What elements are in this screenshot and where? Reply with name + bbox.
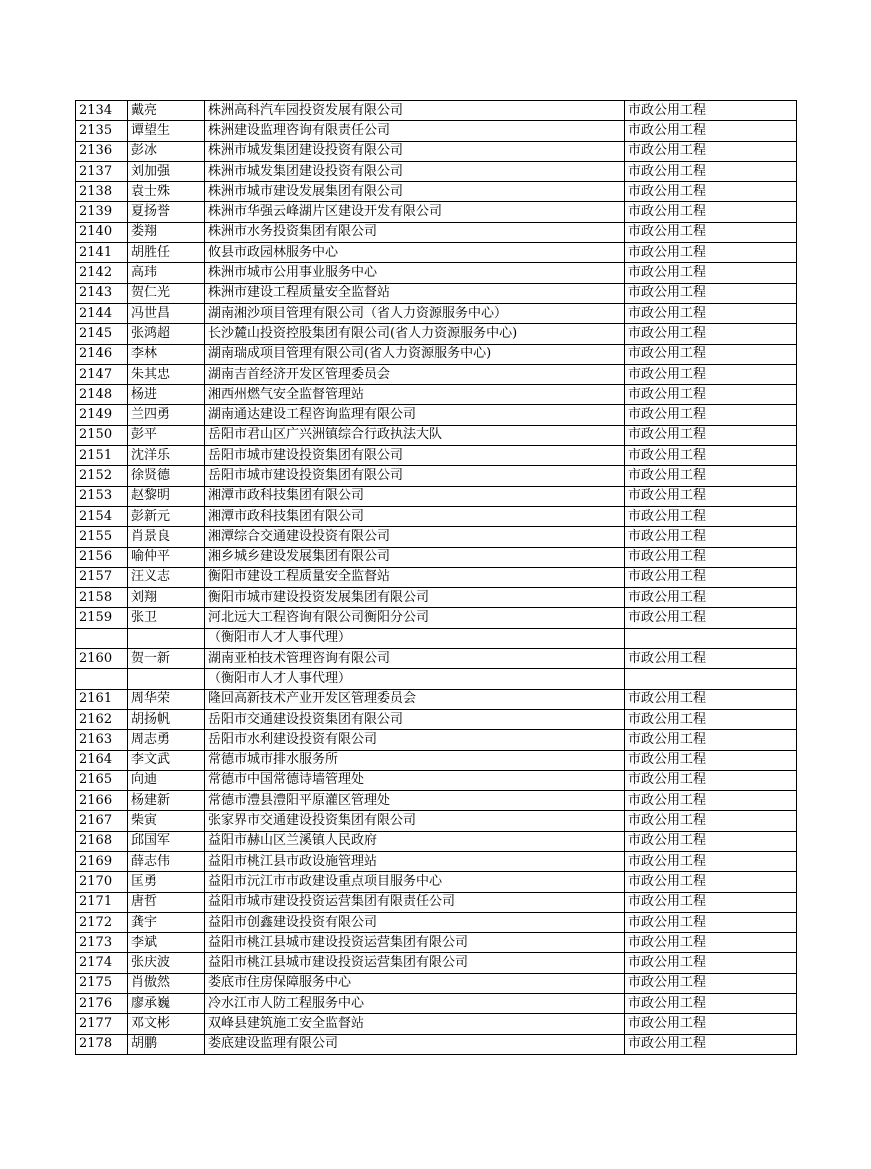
table-row <box>76 912 797 932</box>
serial-number-cell: 2165 <box>76 770 128 790</box>
person-name-cell: 彭冰 <box>128 141 205 161</box>
work-unit-cell: 株洲市水务投资集团有限公司 <box>205 222 625 242</box>
work-unit-cell: 湘潭综合交通建设投资有限公司 <box>205 527 625 547</box>
table-row <box>76 263 797 283</box>
person-name-cell: 向迪 <box>128 770 205 790</box>
person-name-cell: 胡鹏 <box>128 1034 205 1054</box>
serial-number-cell: 2134 <box>76 101 128 121</box>
serial-number-cell: 2174 <box>76 953 128 973</box>
specialty-cell: 市政公用工程 <box>625 202 797 222</box>
work-unit-cell: 株洲市城市公用事业服务中心 <box>205 263 625 283</box>
specialty-cell: 市政公用工程 <box>625 953 797 973</box>
person-name-cell: 刘加强 <box>128 161 205 181</box>
table-row <box>76 588 797 608</box>
work-unit-cell: 岳阳市君山区广兴洲镇综合行政执法大队 <box>205 425 625 445</box>
work-unit-cell: 衡阳市建设工程质量安全监督站 <box>205 567 625 587</box>
table-row <box>76 466 797 486</box>
table-row <box>76 730 797 750</box>
serial-number-cell: 2168 <box>76 831 128 851</box>
work-unit-cell: 常德市城市排水服务所 <box>205 750 625 770</box>
serial-number-cell: 2147 <box>76 364 128 384</box>
work-unit-cell: 益阳市沅江市市政建设重点项目服务中心 <box>205 872 625 892</box>
person-name-cell: 周华荣 <box>128 689 205 709</box>
work-unit-cell: 株洲建设监理咨询有限责任公司 <box>205 121 625 141</box>
serial-number-cell: 2156 <box>76 547 128 567</box>
specialty-cell: 市政公用工程 <box>625 709 797 729</box>
specialty-cell: 市政公用工程 <box>625 649 797 669</box>
person-name-cell: 邱国军 <box>128 831 205 851</box>
person-name-cell: 汪义志 <box>128 567 205 587</box>
specialty-cell: 市政公用工程 <box>625 912 797 932</box>
work-unit-cell: 冷水江市人防工程服务中心 <box>205 994 625 1014</box>
specialty-cell: 市政公用工程 <box>625 182 797 202</box>
work-unit-cell: 株洲市华强云峰湖片区建设开发有限公司 <box>205 202 625 222</box>
person-name-cell: 廖承巍 <box>128 994 205 1014</box>
person-name-cell: 彭新元 <box>128 506 205 526</box>
specialty-cell: 市政公用工程 <box>625 506 797 526</box>
table-row <box>76 831 797 851</box>
specialty-cell: 市政公用工程 <box>625 121 797 141</box>
serial-number-cell: 2161 <box>76 689 128 709</box>
table-row <box>76 385 797 405</box>
specialty-cell <box>625 628 797 648</box>
person-name-cell: 徐贤德 <box>128 466 205 486</box>
serial-number-cell: 2137 <box>76 161 128 181</box>
person-name-cell: 袁士殊 <box>128 182 205 202</box>
specialty-cell: 市政公用工程 <box>625 933 797 953</box>
table-row <box>76 405 797 425</box>
serial-number-cell: 2177 <box>76 1014 128 1034</box>
work-unit-cell: 益阳市创鑫建设投资有限公司 <box>205 912 625 932</box>
table-row <box>76 283 797 303</box>
work-unit-cell: 岳阳市城市建设投资集团有限公司 <box>205 446 625 466</box>
person-name-cell: 胡胜任 <box>128 243 205 263</box>
specialty-cell: 市政公用工程 <box>625 750 797 770</box>
work-unit-cell: 益阳市赫山区兰溪镇人民政府 <box>205 831 625 851</box>
serial-number-cell: 2172 <box>76 912 128 932</box>
specialty-cell: 市政公用工程 <box>625 303 797 323</box>
work-unit-cell: 湖南通达建设工程咨询监理有限公司 <box>205 405 625 425</box>
table-row <box>76 851 797 871</box>
serial-number-cell: 2173 <box>76 933 128 953</box>
person-name-cell: 贺仁光 <box>128 283 205 303</box>
serial-number-cell: 2146 <box>76 344 128 364</box>
specialty-cell: 市政公用工程 <box>625 466 797 486</box>
specialty-cell: 市政公用工程 <box>625 892 797 912</box>
table-row <box>76 182 797 202</box>
specialty-cell: 市政公用工程 <box>625 263 797 283</box>
person-name-cell: 张鸿超 <box>128 324 205 344</box>
person-name-cell: 沈洋乐 <box>128 446 205 466</box>
table-row <box>76 669 797 689</box>
serial-number-cell: 2142 <box>76 263 128 283</box>
work-unit-cell: 湖南亚柏技术管理咨询有限公司 <box>205 649 625 669</box>
table-row <box>76 892 797 912</box>
table-row <box>76 973 797 993</box>
specialty-cell: 市政公用工程 <box>625 486 797 506</box>
table-row <box>76 709 797 729</box>
person-name-cell: 龚宇 <box>128 912 205 932</box>
person-name-cell: 周志勇 <box>128 730 205 750</box>
table-row <box>76 243 797 263</box>
serial-number-cell: 2135 <box>76 121 128 141</box>
specialty-cell: 市政公用工程 <box>625 567 797 587</box>
person-name-cell: 高玮 <box>128 263 205 283</box>
person-name-cell: 谭望生 <box>128 121 205 141</box>
serial-number-cell: 2136 <box>76 141 128 161</box>
person-name-cell: 夏扬誉 <box>128 202 205 222</box>
specialty-cell: 市政公用工程 <box>625 1034 797 1054</box>
serial-number-cell: 2160 <box>76 649 128 669</box>
specialty-cell: 市政公用工程 <box>625 385 797 405</box>
specialty-cell: 市政公用工程 <box>625 324 797 344</box>
person-name-cell: 薛志伟 <box>128 851 205 871</box>
table-row <box>76 141 797 161</box>
serial-number-cell: 2144 <box>76 303 128 323</box>
work-unit-cell: 岳阳市水利建设投资有限公司 <box>205 730 625 750</box>
person-name-cell: 胡扬帆 <box>128 709 205 729</box>
table-row <box>76 324 797 344</box>
specialty-cell: 市政公用工程 <box>625 547 797 567</box>
person-name-cell: 肖傲然 <box>128 973 205 993</box>
serial-number-cell: 2170 <box>76 872 128 892</box>
person-name-cell: 李斌 <box>128 933 205 953</box>
work-unit-cell: 株洲市城发集团建设投资有限公司 <box>205 161 625 181</box>
person-name-cell: 戴亮 <box>128 101 205 121</box>
serial-number-cell: 2140 <box>76 222 128 242</box>
specialty-cell: 市政公用工程 <box>625 405 797 425</box>
work-unit-cell: 衡阳市城市建设投资发展集团有限公司 <box>205 588 625 608</box>
specialty-cell: 市政公用工程 <box>625 364 797 384</box>
work-unit-cell: 双峰县建筑施工安全监督站 <box>205 1014 625 1034</box>
specialty-cell: 市政公用工程 <box>625 141 797 161</box>
work-unit-cell: 娄底市住房保障服务中心 <box>205 973 625 993</box>
work-unit-cell: 益阳市城市建设投资运营集团有限责任公司 <box>205 892 625 912</box>
person-name-cell: 李林 <box>128 344 205 364</box>
table-row <box>76 446 797 466</box>
table-row <box>76 608 797 628</box>
specialty-cell: 市政公用工程 <box>625 588 797 608</box>
specialty-cell: 市政公用工程 <box>625 446 797 466</box>
serial-number-cell: 2167 <box>76 811 128 831</box>
table-row <box>76 994 797 1014</box>
work-unit-cell: 娄底建设监理有限公司 <box>205 1034 625 1054</box>
serial-number-cell: 2162 <box>76 709 128 729</box>
table-row <box>76 222 797 242</box>
specialty-cell: 市政公用工程 <box>625 425 797 445</box>
specialty-cell: 市政公用工程 <box>625 973 797 993</box>
table-row <box>76 344 797 364</box>
specialty-cell: 市政公用工程 <box>625 243 797 263</box>
table-row <box>76 750 797 770</box>
table-row <box>76 364 797 384</box>
work-unit-cell: 株洲市城发集团建设投资有限公司 <box>205 141 625 161</box>
serial-number-cell: 2163 <box>76 730 128 750</box>
specialty-cell: 市政公用工程 <box>625 730 797 750</box>
person-name-cell: 刘翔 <box>128 588 205 608</box>
person-name-cell: 杨建新 <box>128 791 205 811</box>
person-name-cell: 喻仲平 <box>128 547 205 567</box>
serial-number-cell: 2169 <box>76 851 128 871</box>
specialty-cell: 市政公用工程 <box>625 872 797 892</box>
work-unit-cell: 河北远大工程咨询有限公司衡阳分公司 <box>205 608 625 628</box>
table-row <box>76 202 797 222</box>
work-unit-cell: 湘潭市政科技集团有限公司 <box>205 506 625 526</box>
specialty-cell: 市政公用工程 <box>625 689 797 709</box>
specialty-cell: 市政公用工程 <box>625 161 797 181</box>
work-unit-cell: （衡阳市人才人事代理） <box>205 628 625 648</box>
specialty-cell: 市政公用工程 <box>625 994 797 1014</box>
person-name-cell: 杨进 <box>128 385 205 405</box>
work-unit-cell: 益阳市桃江县市政设施管理站 <box>205 851 625 871</box>
table-row <box>76 628 797 648</box>
work-unit-cell: 常德市澧县澧阳平原灌区管理处 <box>205 791 625 811</box>
table-row <box>76 101 797 121</box>
table-row <box>76 303 797 323</box>
serial-number-cell: 2151 <box>76 446 128 466</box>
serial-number-cell: 2158 <box>76 588 128 608</box>
work-unit-cell: 攸县市政园林服务中心 <box>205 243 625 263</box>
serial-number-cell: 2138 <box>76 182 128 202</box>
work-unit-cell: 湖南湘沙项目管理有限公司（省人力资源服务中心） <box>205 303 625 323</box>
serial-number-cell: 2178 <box>76 1034 128 1054</box>
specialty-cell: 市政公用工程 <box>625 1014 797 1034</box>
table-row <box>76 933 797 953</box>
person-name-cell: 张卫 <box>128 608 205 628</box>
roster-body <box>76 101 797 1055</box>
serial-number-cell: 2145 <box>76 324 128 344</box>
table-row <box>76 1034 797 1054</box>
serial-number-cell: 2143 <box>76 283 128 303</box>
work-unit-cell: 常德市中国常德诗墙管理处 <box>205 770 625 790</box>
serial-number-cell: 2149 <box>76 405 128 425</box>
person-name-cell: 赵黎明 <box>128 486 205 506</box>
table-row <box>76 567 797 587</box>
table-row <box>76 770 797 790</box>
table-row <box>76 161 797 181</box>
table-row <box>76 791 797 811</box>
table-row <box>76 527 797 547</box>
person-name-cell: 兰四勇 <box>128 405 205 425</box>
work-unit-cell: 株洲高科汽车园投资发展有限公司 <box>205 101 625 121</box>
serial-number-cell: 2153 <box>76 486 128 506</box>
work-unit-cell: 株洲市建设工程质量安全监督站 <box>205 283 625 303</box>
person-name-cell: 朱其忠 <box>128 364 205 384</box>
work-unit-cell: 湘乡城乡建设发展集团有限公司 <box>205 547 625 567</box>
table-row <box>76 547 797 567</box>
table-row <box>76 1014 797 1034</box>
work-unit-cell: 岳阳市城市建设投资集团有限公司 <box>205 466 625 486</box>
table-row <box>76 121 797 141</box>
table-row <box>76 425 797 445</box>
specialty-cell: 市政公用工程 <box>625 608 797 628</box>
serial-number-cell <box>76 628 128 648</box>
serial-number-cell: 2141 <box>76 243 128 263</box>
work-unit-cell: （衡阳市人才人事代理） <box>205 669 625 689</box>
specialty-cell: 市政公用工程 <box>625 283 797 303</box>
person-name-cell: 匡勇 <box>128 872 205 892</box>
serial-number-cell: 2155 <box>76 527 128 547</box>
serial-number-cell: 2152 <box>76 466 128 486</box>
specialty-cell: 市政公用工程 <box>625 791 797 811</box>
serial-number-cell: 2164 <box>76 750 128 770</box>
specialty-cell: 市政公用工程 <box>625 527 797 547</box>
person-name-cell: 柴寅 <box>128 811 205 831</box>
work-unit-cell: 湘西州燃气安全监督管理站 <box>205 385 625 405</box>
work-unit-cell: 株洲市城市建设发展集团有限公司 <box>205 182 625 202</box>
serial-number-cell: 2154 <box>76 506 128 526</box>
serial-number-cell: 2159 <box>76 608 128 628</box>
table-row <box>76 953 797 973</box>
person-name-cell: 唐哲 <box>128 892 205 912</box>
person-name-cell: 冯世昌 <box>128 303 205 323</box>
work-unit-cell: 湘潭市政科技集团有限公司 <box>205 486 625 506</box>
work-unit-cell: 长沙麓山投资控股集团有限公司(省人力资源服务中心) <box>205 324 625 344</box>
specialty-cell <box>625 669 797 689</box>
person-name-cell: 肖景良 <box>128 527 205 547</box>
serial-number-cell: 2150 <box>76 425 128 445</box>
serial-number-cell: 2166 <box>76 791 128 811</box>
table-row <box>76 486 797 506</box>
specialty-cell: 市政公用工程 <box>625 811 797 831</box>
roster-table <box>75 100 797 1055</box>
serial-number-cell: 2175 <box>76 973 128 993</box>
table-row <box>76 689 797 709</box>
serial-number-cell <box>76 669 128 689</box>
work-unit-cell: 益阳市桃江县城市建设投资运营集团有限公司 <box>205 933 625 953</box>
table-row <box>76 811 797 831</box>
work-unit-cell: 岳阳市交通建设投资集团有限公司 <box>205 709 625 729</box>
person-name-cell <box>128 628 205 648</box>
specialty-cell: 市政公用工程 <box>625 344 797 364</box>
work-unit-cell: 湖南吉首经济开发区管理委员会 <box>205 364 625 384</box>
work-unit-cell: 益阳市桃江县城市建设投资运营集团有限公司 <box>205 953 625 973</box>
specialty-cell: 市政公用工程 <box>625 101 797 121</box>
specialty-cell: 市政公用工程 <box>625 831 797 851</box>
work-unit-cell: 隆回高新技术产业开发区管理委员会 <box>205 689 625 709</box>
person-name-cell: 娄翔 <box>128 222 205 242</box>
serial-number-cell: 2171 <box>76 892 128 912</box>
person-name-cell <box>128 669 205 689</box>
specialty-cell: 市政公用工程 <box>625 222 797 242</box>
serial-number-cell: 2176 <box>76 994 128 1014</box>
table-row <box>76 649 797 669</box>
serial-number-cell: 2157 <box>76 567 128 587</box>
serial-number-cell: 2139 <box>76 202 128 222</box>
specialty-cell: 市政公用工程 <box>625 770 797 790</box>
person-name-cell: 彭平 <box>128 425 205 445</box>
table-row <box>76 872 797 892</box>
person-name-cell: 李文武 <box>128 750 205 770</box>
person-name-cell: 邓文彬 <box>128 1014 205 1034</box>
work-unit-cell: 张家界市交通建设投资集团有限公司 <box>205 811 625 831</box>
person-name-cell: 贺一新 <box>128 649 205 669</box>
serial-number-cell: 2148 <box>76 385 128 405</box>
work-unit-cell: 湖南瑞成项目管理有限公司(省人力资源服务中心) <box>205 344 625 364</box>
person-name-cell: 张庆波 <box>128 953 205 973</box>
table-row <box>76 506 797 526</box>
specialty-cell: 市政公用工程 <box>625 851 797 871</box>
